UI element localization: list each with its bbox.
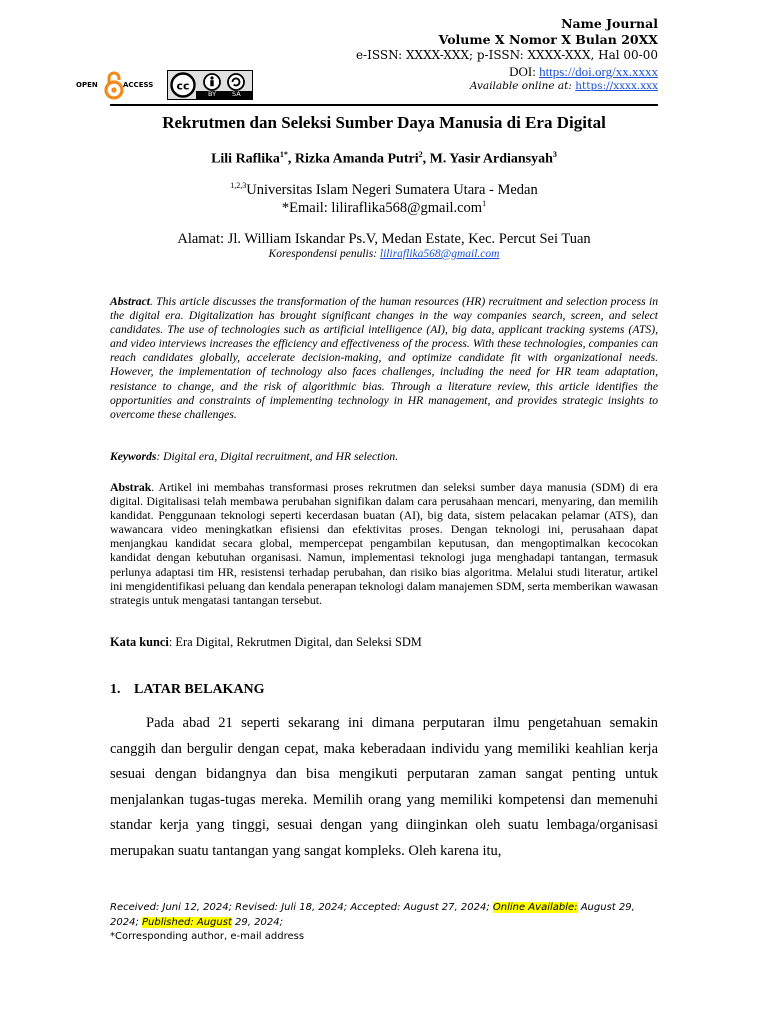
abstract-label: Abstract <box>110 295 150 308</box>
author-list: Lili Raflika$^{1*}$, Rizka Amanda Putri$^2$, M. Yasir Ardiansyah$^3$ <box>211 150 557 167</box>
author-email <box>0 199 768 217</box>
author-sup: 3 <box>552 150 557 159</box>
online-available-label: Online Available: <box>492 902 578 913</box>
abstrak-label: Abstrak <box>110 480 152 494</box>
journal-issn: e-ISSN: XXXX-XXX; p-ISSN: XXXX-XXX, Hal 00-00 <box>355 48 658 62</box>
keywords-text: : Digital era, Digital recruitment, and HR selection. <box>156 450 399 463</box>
abstrak-text: . Artikel ini membahas transformasi proses rekrutmen dan seleksi sumber daya manusia (SDM) di era digital. Digitalisasi telah membawa perubahan signifikan dalam cara perusahaan mencari, menyaring, dan memilih kandidat. Penggunaan teknologi seperti kecerdasan buatan (AI), big data, sistem pelacakan pelamar (ATS), dan wawancara video meningkatkan efisiensi dan efektivitas proses. Dengan teknologi ini, perusahaan dapat menjangkau kandidat secara global, mempercepat pengambilan keputusan, dan mengoptimalkan kecocokan kandidat dengan kebutuhan organisasi. Namun, implementasi teknologi juga menghadapi tantangan, termasuk perlunya adaptasi tim HR, resistensi terhadap perubahan, dan risiko bias algoritma. Melalui studi literatur, artikel ini mengidentifikasi peluang dan kendala penerapan teknologi dalam manajemen SDM, serta memberikan wawasan strategis untuk mengatasi tantangan tersebut. <box>110 480 658 607</box>
section-number: 1. <box>110 682 121 697</box>
journal-doi <box>509 64 658 80</box>
abstract-indonesian <box>110 480 658 607</box>
kata-kunci-text: : Era Digital, Rekrutmen Digital, dan Seleksi SDM <box>168 635 422 649</box>
kata-kunci-label: Kata kunci <box>110 635 169 649</box>
cc-by-label: BY <box>208 90 217 98</box>
open-access-logo <box>76 70 166 100</box>
author-sup: 1* <box>279 150 288 159</box>
affiliation-text: Universitas Islam Negeri Sumatera Utara - Medan <box>246 181 538 198</box>
svg-text:cc: cc <box>176 79 190 93</box>
section-heading <box>110 682 265 698</box>
journal-volume: Volume X Nomor X Bulan 20XX <box>438 32 658 47</box>
author-sup: 2 <box>418 150 423 159</box>
cc-by-sa-badge <box>167 70 253 100</box>
author-name: Lili Raflika <box>211 151 280 167</box>
correspondence <box>0 248 768 260</box>
email-text: *Email: liliraflika568@gmail.com <box>281 199 483 216</box>
open-access-left-text: OPEN <box>76 81 98 89</box>
open-access-lock-icon <box>103 70 125 100</box>
author-name: Rizka Amanda Putri <box>294 151 419 167</box>
section-title: LATAR BELAKANG <box>134 682 265 697</box>
corresponding-author-note: *Corresponding author, e-mail address <box>110 931 305 942</box>
keywords-english <box>110 450 658 463</box>
abstract-text: . This article discusses the transformation of the human resources (HR) recruitment and selection process in the digital era. Digitalization has brought significant changes in the way companies search, screen, and select candidates. The use of technologies such as artificial intelligence (AI), big data, applicant tracking systems (ATS), and video interviews increases the efficiency and effectiveness of the process. With these technologies, companies can reach candidates globally, accelerate decision-making, and optimize candidate fit with organizational needs. However, the implementation of technology also faces challenges, including the need for HR team adaptation, resistance to change, and the risk of algorithmic bias. Through a literature review, this article identifies the opportunities and constraints of implementing technology in HR management, and provides strategic insights to overcome these challenges. <box>110 295 658 421</box>
affiliation-sup: 1,2,3 <box>230 181 247 190</box>
available-online <box>470 80 658 92</box>
open-access-right-text: ACCESS <box>123 81 154 89</box>
correspondence-email-link[interactable]: liliraflika568@gmail.com <box>379 248 500 260</box>
correspondence-label: Korespondensi penulis: <box>268 248 380 260</box>
affiliation <box>0 181 768 199</box>
journal-name: Name Journal <box>561 16 658 31</box>
dates-part-c: 29, 2024; <box>231 916 283 928</box>
author-name: M. Yasir Ardiansyah <box>429 151 553 167</box>
abstract-english <box>110 295 658 422</box>
cc-sa-label: SA <box>232 90 241 98</box>
available-label: Available online at: <box>469 80 576 92</box>
email-sup: 1 <box>482 199 487 208</box>
body-paragraph: Pada abad 21 seperti sekarang ini dimana perputaran ilmu pengetahuan semakin canggih dan bergulir dengan cepat, maka keberadaan individu yang memiliki keahlian kerja sesuai dengan bidangnya dan bisa mengikuti perputaran zaman sangat penting untuk menjalankan tugas-tugas mereka. Memilih orang yang memiliki kompetensi dan memenuhi standar kerja yang tinggi, sesuai dengan yang diinginkan oleh suatu lembaga/organisasi merupakan suatu tantangan yang sangat kompleks. Oleh karena itu, <box>110 715 658 859</box>
doi-label: DOI: <box>509 64 540 79</box>
section-body <box>110 711 658 864</box>
keywords-label: Keywords <box>110 450 157 463</box>
dates-part-a: Received: Juni 12, 2024; Revised: Juli 18, 2024; Accepted: August 27, 2024; <box>110 902 493 913</box>
available-link[interactable]: https://xxxx.xxx <box>575 80 658 92</box>
header-rule <box>110 104 658 106</box>
author-address: Alamat: Jl. William Iskandar Ps.V, Medan Estate, Kec. Percut Sei Tuan <box>177 231 591 247</box>
article-dates <box>110 901 658 930</box>
dates-part-b: August 29, 2024; <box>110 902 635 928</box>
published-label: Published: August <box>142 916 232 928</box>
paper-title: Rekrutmen dan Seleksi Sumber Daya Manusia di Era Digital <box>162 113 606 132</box>
keywords-indonesian <box>110 635 658 650</box>
doi-link[interactable]: https://doi.org/xx.xxxx <box>539 64 658 79</box>
